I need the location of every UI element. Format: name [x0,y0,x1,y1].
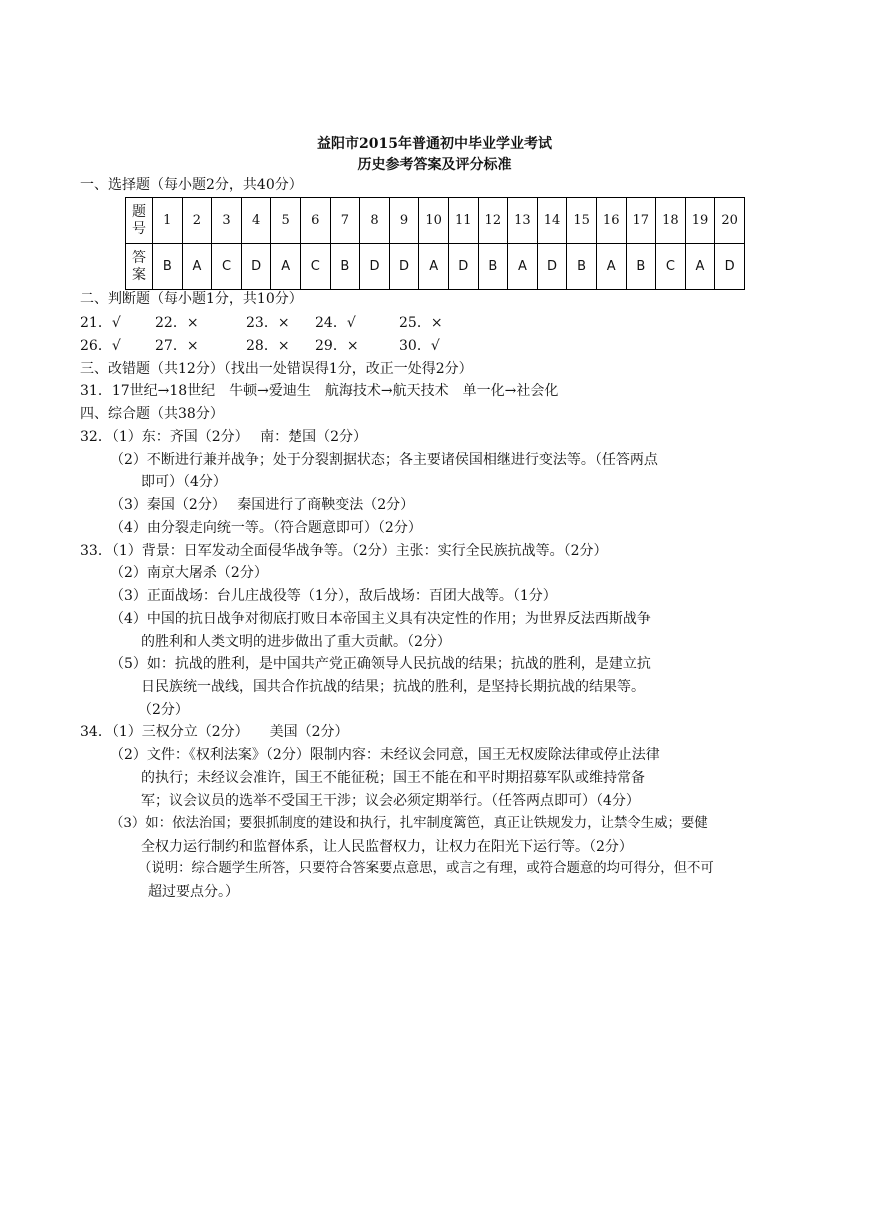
judge-answer: 29．× [315,338,359,354]
table-cell-answer: A [508,244,538,290]
answer-line-q32-2: （2）不断进行兼并战争；处于分裂割据状态；各主要诸侯国相继进行变法等。（任答两点 [110,452,658,468]
table-row-header: 答案 [126,244,153,290]
answer-line-q33-5-score: （2分） [138,702,189,718]
table-cell-answer: D [715,244,745,290]
table-cell-question-number: 19 [685,198,715,244]
table-cell-answer: D [537,244,567,290]
table-row-header: 题号 [126,198,153,244]
table-cell-question-number: 1 [153,198,183,244]
answer-line-q33-4: （4）中国的抗日战争对彻底打败日本帝国主义具有决定性的作用；为世界反法西斯战争 [110,611,651,627]
doc-subtitle: 历史参考答案及评分标准 [357,157,512,173]
table-cell-answer: B [478,244,508,290]
table-cell-question-number: 9 [389,198,419,244]
table-cell-question-number: 15 [567,198,597,244]
answer-line-q33-5-cont: 日民族统一战线，国共合作抗战的结果；抗战的胜利，是坚持长期抗战的结果等。 [141,679,645,695]
answer-line-q33-4-cont: 的胜利和人类文明的进步做出了重大贡献。（2分） [141,634,451,650]
table-cell-answer: A [685,244,715,290]
judge-answer: 30．√ [399,338,440,354]
table-row-numbers [126,198,745,244]
table-cell-answer: D [389,244,419,290]
scoring-note: （说明：综合题学生所答，只要符合答案要点意思，或言之有理，或符合题意的均可得分，但不可 [138,861,714,876]
table-cell-answer: B [153,244,183,290]
judge-answer: 24．√ [315,315,356,331]
table-cell-question-number: 13 [508,198,538,244]
table-cell-answer: C [212,244,242,290]
table-cell-answer: B [626,244,656,290]
answer-line-q34-3-cont: 全权力运行制约和监督体系，让人民监督权力，让权力在阳光下运行等。（2分） [141,839,633,855]
section-judge-heading: 二、判断题（每小题1分，共10分） [80,291,303,307]
table-cell-question-number: 18 [656,198,686,244]
answer-line-q32-2-cont: 即可）（4分） [141,474,227,490]
answer-line-q33-5: （5）如：抗战的胜利，是中国共产党正确领导人民抗战的结果；抗战的胜利，是建立抗 [110,656,651,672]
section-comprehensive-heading: 四、综合题（共38分） [80,406,224,422]
answer-line-q33-3: （3）正面战场：台儿庄战役等（1分），敌后战场：百团大战等。（1分） [110,588,557,604]
answer-line-q33-1: 33．（1）背景：日军发动全面侵华战争等。（2分）主张：实行全民族抗战等。（2分） [80,543,608,559]
table-cell-answer: A [419,244,449,290]
answer-line-q34-2-cont2: 军；议会议员的选举不受国王干涉；议会必须定期举行。（任答两点即可）（4分） [141,793,640,809]
table-cell-question-number: 4 [241,198,271,244]
judge-answer: 28．× [246,338,290,354]
table-cell-question-number: 2 [182,198,212,244]
table-cell-answer: B [330,244,360,290]
table-cell-answer: A [182,244,212,290]
judge-answer: 25．× [399,315,443,331]
table-cell-question-number: 7 [330,198,360,244]
scoring-note-cont: 超过要点分。） [148,884,239,900]
table-cell-answer: A [596,244,626,290]
answer-table [125,197,745,290]
answer-line-q32-1: 32．（1）东：齐国（2分） 南：楚国（2分） [80,429,367,445]
answer-line-q32-3: （3）秦国（2分） 秦国进行了商鞅变法（2分） [110,497,415,513]
judge-answer: 23．× [246,315,290,331]
judge-answer: 27．× [155,338,199,354]
table-cell-question-number: 6 [300,198,330,244]
answer-line-q31: 31．17世纪→18世纪 牛顿→爱迪生 航海技术→航天技术 单一化→社会化 [80,383,559,399]
section-choice-heading: 一、选择题（每小题2分，共40分） [80,177,303,193]
answer-line-q34-3: （3）如：依法治国；要狠抓制度的建设和执行，扎牢制度篱笆，真正让铁规发力，让禁令生威；要健 [110,816,708,831]
table-cell-question-number: 14 [537,198,567,244]
table-cell-answer: D [448,244,478,290]
table-cell-question-number: 20 [715,198,745,244]
judge-answer: 21．√ [80,315,121,331]
doc-title: 益阳市2015年普通初中毕业学业考试 [317,136,552,152]
section-correction-heading: 三、改错题（共12分）（找出一处错误得1分，改正一处得2分） [80,361,473,377]
answer-line-q34-2-cont: 的执行；未经议会准许，国王不能征税；国王不能在和平时期招募军队或维持常备 [141,770,645,786]
answer-line-q33-2: （2）南京大屠杀（2分） [110,565,268,581]
table-cell-answer: C [656,244,686,290]
table-cell-answer: A [271,244,301,290]
table-cell-answer: B [567,244,597,290]
answer-line-q34-2: （2）文件：《权利法案》（2分）限制内容：未经议会同意，国王无权废除法律或停止法律 [110,747,660,763]
answer-line-q32-4: （4）由分裂走向统一等。（符合题意即可）（2分） [110,520,422,536]
table-cell-question-number: 8 [360,198,390,244]
answer-line-q34-1: 34．（1）三权分立（2分） 美国（2分） [80,724,349,740]
table-cell-answer: D [360,244,390,290]
table-row-answers [126,244,745,290]
table-cell-question-number: 3 [212,198,242,244]
table-cell-question-number: 17 [626,198,656,244]
table-cell-answer: C [300,244,330,290]
table-cell-question-number: 12 [478,198,508,244]
table-cell-question-number: 16 [596,198,626,244]
table-cell-answer: D [241,244,271,290]
table-cell-question-number: 10 [419,198,449,244]
judge-answer: 26．√ [80,338,121,354]
table-cell-question-number: 11 [448,198,478,244]
table-cell-question-number: 5 [271,198,301,244]
judge-answer: 22．× [155,315,199,331]
